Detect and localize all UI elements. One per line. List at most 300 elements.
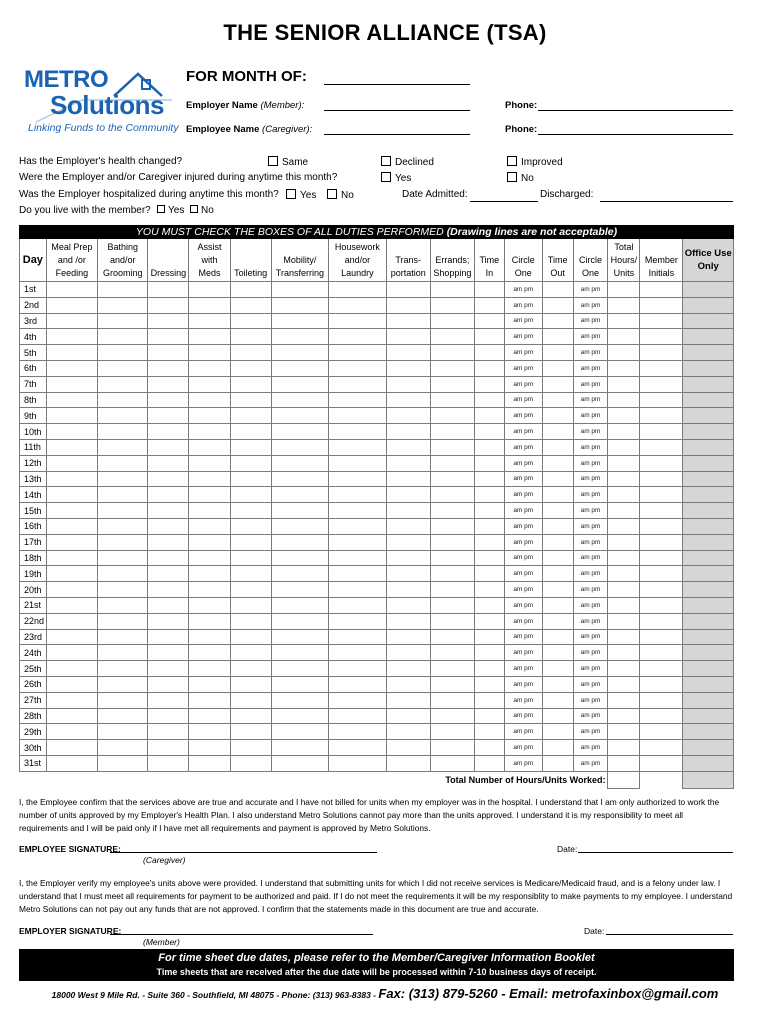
am-pm-circle[interactable]: am pm — [573, 645, 608, 661]
entry-cell[interactable] — [386, 629, 430, 645]
entry-cell[interactable] — [148, 708, 189, 724]
entry-cell[interactable] — [474, 724, 504, 740]
entry-cell[interactable] — [98, 708, 148, 724]
am-pm-circle[interactable]: am pm — [573, 360, 608, 376]
entry-cell[interactable] — [189, 692, 230, 708]
entry-cell[interactable] — [474, 613, 504, 629]
entry-cell[interactable] — [98, 597, 148, 613]
entry-cell[interactable] — [474, 471, 504, 487]
entry-cell[interactable] — [386, 487, 430, 503]
entry-cell[interactable] — [430, 471, 474, 487]
entry-cell[interactable] — [608, 503, 640, 519]
am-pm-circle[interactable]: am pm — [504, 550, 542, 566]
am-pm-circle[interactable]: am pm — [504, 692, 542, 708]
entry-cell[interactable] — [46, 676, 97, 692]
entry-cell[interactable] — [271, 345, 329, 361]
am-pm-circle[interactable]: am pm — [573, 550, 608, 566]
entry-cell[interactable] — [189, 534, 230, 550]
entry-cell[interactable] — [271, 408, 329, 424]
entry-cell[interactable] — [542, 329, 573, 345]
entry-cell[interactable] — [98, 329, 148, 345]
entry-cell[interactable] — [98, 613, 148, 629]
entry-cell[interactable] — [271, 629, 329, 645]
entry-cell[interactable] — [430, 439, 474, 455]
entry-cell[interactable] — [230, 597, 271, 613]
entry-cell[interactable] — [430, 282, 474, 298]
am-pm-circle[interactable]: am pm — [573, 518, 608, 534]
entry-cell[interactable] — [386, 534, 430, 550]
entry-cell[interactable] — [46, 424, 97, 440]
entry-cell[interactable] — [640, 471, 683, 487]
entry-cell[interactable] — [329, 282, 387, 298]
entry-cell[interactable] — [640, 408, 683, 424]
entry-cell[interactable] — [98, 487, 148, 503]
entry-cell[interactable] — [640, 629, 683, 645]
am-pm-circle[interactable]: am pm — [573, 345, 608, 361]
entry-cell[interactable] — [608, 645, 640, 661]
entry-cell[interactable] — [608, 313, 640, 329]
am-pm-circle[interactable]: am pm — [504, 297, 542, 313]
entry-cell[interactable] — [329, 487, 387, 503]
entry-cell[interactable] — [474, 550, 504, 566]
entry-cell[interactable] — [329, 740, 387, 756]
entry-cell[interactable] — [430, 550, 474, 566]
entry-cell[interactable] — [430, 408, 474, 424]
entry-cell[interactable] — [430, 597, 474, 613]
entry-cell[interactable] — [430, 518, 474, 534]
entry-cell[interactable] — [271, 471, 329, 487]
entry-cell[interactable] — [542, 376, 573, 392]
entry-cell[interactable] — [608, 661, 640, 677]
entry-cell[interactable] — [640, 313, 683, 329]
entry-cell[interactable] — [230, 455, 271, 471]
entry-cell[interactable] — [386, 455, 430, 471]
entry-cell[interactable] — [230, 424, 271, 440]
entry-cell[interactable] — [329, 424, 387, 440]
entry-cell[interactable] — [329, 329, 387, 345]
entry-cell[interactable] — [189, 708, 230, 724]
entry-cell[interactable] — [189, 503, 230, 519]
entry-cell[interactable] — [189, 424, 230, 440]
entry-cell[interactable] — [542, 692, 573, 708]
am-pm-circle[interactable]: am pm — [504, 408, 542, 424]
am-pm-circle[interactable]: am pm — [573, 692, 608, 708]
am-pm-circle[interactable]: am pm — [573, 629, 608, 645]
entry-cell[interactable] — [148, 755, 189, 771]
entry-cell[interactable] — [46, 408, 97, 424]
entry-cell[interactable] — [474, 439, 504, 455]
am-pm-circle[interactable]: am pm — [504, 582, 542, 598]
entry-cell[interactable] — [271, 566, 329, 582]
entry-cell[interactable] — [271, 313, 329, 329]
entry-cell[interactable] — [189, 360, 230, 376]
entry-cell[interactable] — [46, 566, 97, 582]
entry-cell[interactable] — [542, 740, 573, 756]
entry-cell[interactable] — [189, 313, 230, 329]
entry-cell[interactable] — [542, 645, 573, 661]
entry-cell[interactable] — [542, 503, 573, 519]
entry-cell[interactable] — [189, 645, 230, 661]
entry-cell[interactable] — [98, 645, 148, 661]
entry-cell[interactable] — [46, 661, 97, 677]
entry-cell[interactable] — [474, 566, 504, 582]
entry-cell[interactable] — [230, 676, 271, 692]
entry-cell[interactable] — [46, 360, 97, 376]
entry-cell[interactable] — [189, 550, 230, 566]
entry-cell[interactable] — [386, 708, 430, 724]
entry-cell[interactable] — [189, 297, 230, 313]
entry-cell[interactable] — [640, 329, 683, 345]
entry-cell[interactable] — [474, 282, 504, 298]
am-pm-circle[interactable]: am pm — [573, 297, 608, 313]
option-hospitalized-yes[interactable]: Yes — [286, 189, 316, 201]
entry-cell[interactable] — [46, 376, 97, 392]
am-pm-circle[interactable]: am pm — [504, 487, 542, 503]
entry-cell[interactable] — [542, 424, 573, 440]
checkbox[interactable] — [190, 205, 198, 213]
entry-cell[interactable] — [148, 503, 189, 519]
entry-cell[interactable] — [430, 392, 474, 408]
checkbox[interactable] — [507, 172, 517, 182]
entry-cell[interactable] — [230, 534, 271, 550]
entry-cell[interactable] — [230, 471, 271, 487]
entry-cell[interactable] — [474, 345, 504, 361]
entry-cell[interactable] — [329, 534, 387, 550]
am-pm-circle[interactable]: am pm — [573, 376, 608, 392]
entry-cell[interactable] — [46, 297, 97, 313]
entry-cell[interactable] — [542, 629, 573, 645]
entry-cell[interactable] — [230, 313, 271, 329]
entry-cell[interactable] — [640, 376, 683, 392]
entry-cell[interactable] — [148, 740, 189, 756]
am-pm-circle[interactable]: am pm — [504, 392, 542, 408]
entry-cell[interactable] — [271, 376, 329, 392]
entry-cell[interactable] — [386, 724, 430, 740]
employee-phone-input[interactable] — [538, 134, 733, 135]
entry-cell[interactable] — [271, 550, 329, 566]
am-pm-circle[interactable]: am pm — [504, 676, 542, 692]
entry-cell[interactable] — [189, 439, 230, 455]
entry-cell[interactable] — [148, 582, 189, 598]
am-pm-circle[interactable]: am pm — [504, 740, 542, 756]
entry-cell[interactable] — [474, 740, 504, 756]
entry-cell[interactable] — [189, 376, 230, 392]
am-pm-circle[interactable]: am pm — [573, 534, 608, 550]
am-pm-circle[interactable]: am pm — [504, 329, 542, 345]
entry-cell[interactable] — [329, 613, 387, 629]
entry-cell[interactable] — [148, 313, 189, 329]
entry-cell[interactable] — [430, 313, 474, 329]
entry-cell[interactable] — [46, 645, 97, 661]
option-live-no[interactable]: No — [190, 205, 214, 216]
am-pm-circle[interactable]: am pm — [573, 661, 608, 677]
entry-cell[interactable] — [230, 518, 271, 534]
am-pm-circle[interactable]: am pm — [573, 724, 608, 740]
entry-cell[interactable] — [189, 566, 230, 582]
entry-cell[interactable] — [148, 329, 189, 345]
entry-cell[interactable] — [329, 503, 387, 519]
am-pm-circle[interactable]: am pm — [573, 597, 608, 613]
entry-cell[interactable] — [542, 613, 573, 629]
entry-cell[interactable] — [608, 345, 640, 361]
am-pm-circle[interactable]: am pm — [573, 708, 608, 724]
entry-cell[interactable] — [271, 518, 329, 534]
entry-cell[interactable] — [608, 676, 640, 692]
employer-name-input[interactable] — [324, 110, 470, 111]
entry-cell[interactable] — [189, 282, 230, 298]
entry-cell[interactable] — [148, 345, 189, 361]
entry-cell[interactable] — [430, 708, 474, 724]
entry-cell[interactable] — [386, 424, 430, 440]
entry-cell[interactable] — [430, 661, 474, 677]
entry-cell[interactable] — [189, 487, 230, 503]
entry-cell[interactable] — [189, 629, 230, 645]
entry-cell[interactable] — [640, 487, 683, 503]
entry-cell[interactable] — [542, 661, 573, 677]
entry-cell[interactable] — [430, 424, 474, 440]
entry-cell[interactable] — [608, 392, 640, 408]
entry-cell[interactable] — [98, 392, 148, 408]
am-pm-circle[interactable]: am pm — [573, 329, 608, 345]
entry-cell[interactable] — [98, 661, 148, 677]
entry-cell[interactable] — [542, 297, 573, 313]
entry-cell[interactable] — [474, 313, 504, 329]
entry-cell[interactable] — [386, 329, 430, 345]
entry-cell[interactable] — [189, 582, 230, 598]
entry-cell[interactable] — [608, 692, 640, 708]
entry-cell[interactable] — [542, 597, 573, 613]
entry-cell[interactable] — [189, 329, 230, 345]
entry-cell[interactable] — [474, 755, 504, 771]
checkbox[interactable] — [157, 205, 165, 213]
am-pm-circle[interactable]: am pm — [504, 724, 542, 740]
entry-cell[interactable] — [386, 518, 430, 534]
entry-cell[interactable] — [640, 645, 683, 661]
option-injured-yes[interactable]: Yes — [381, 172, 411, 184]
am-pm-circle[interactable]: am pm — [504, 661, 542, 677]
entry-cell[interactable] — [148, 724, 189, 740]
entry-cell[interactable] — [46, 740, 97, 756]
employer-date-input[interactable] — [606, 934, 733, 935]
entry-cell[interactable] — [46, 582, 97, 598]
entry-cell[interactable] — [189, 740, 230, 756]
entry-cell[interactable] — [46, 313, 97, 329]
entry-cell[interactable] — [189, 408, 230, 424]
entry-cell[interactable] — [46, 329, 97, 345]
entry-cell[interactable] — [329, 582, 387, 598]
entry-cell[interactable] — [474, 534, 504, 550]
option-improved[interactable]: Improved — [507, 156, 563, 168]
entry-cell[interactable] — [640, 424, 683, 440]
entry-cell[interactable] — [386, 503, 430, 519]
entry-cell[interactable] — [271, 503, 329, 519]
entry-cell[interactable] — [608, 360, 640, 376]
entry-cell[interactable] — [542, 566, 573, 582]
entry-cell[interactable] — [148, 392, 189, 408]
entry-cell[interactable] — [430, 692, 474, 708]
entry-cell[interactable] — [230, 345, 271, 361]
entry-cell[interactable] — [542, 724, 573, 740]
am-pm-circle[interactable]: am pm — [573, 424, 608, 440]
am-pm-circle[interactable]: am pm — [504, 534, 542, 550]
entry-cell[interactable] — [230, 724, 271, 740]
entry-cell[interactable] — [542, 455, 573, 471]
checkbox[interactable] — [286, 189, 296, 199]
entry-cell[interactable] — [608, 471, 640, 487]
entry-cell[interactable] — [98, 740, 148, 756]
entry-cell[interactable] — [271, 724, 329, 740]
entry-cell[interactable] — [46, 708, 97, 724]
am-pm-circle[interactable]: am pm — [504, 360, 542, 376]
entry-cell[interactable] — [329, 755, 387, 771]
entry-cell[interactable] — [474, 597, 504, 613]
entry-cell[interactable] — [271, 597, 329, 613]
entry-cell[interactable] — [608, 455, 640, 471]
entry-cell[interactable] — [271, 487, 329, 503]
entry-cell[interactable] — [271, 392, 329, 408]
entry-cell[interactable] — [608, 566, 640, 582]
entry-cell[interactable] — [230, 692, 271, 708]
entry-cell[interactable] — [98, 282, 148, 298]
entry-cell[interactable] — [189, 597, 230, 613]
entry-cell[interactable] — [640, 708, 683, 724]
employee-date-input[interactable] — [578, 852, 733, 853]
entry-cell[interactable] — [430, 755, 474, 771]
entry-cell[interactable] — [329, 708, 387, 724]
entry-cell[interactable] — [189, 613, 230, 629]
entry-cell[interactable] — [46, 439, 97, 455]
am-pm-circle[interactable]: am pm — [504, 566, 542, 582]
total-hours-input[interactable] — [608, 771, 640, 788]
entry-cell[interactable] — [189, 392, 230, 408]
entry-cell[interactable] — [542, 755, 573, 771]
employee-name-input[interactable] — [324, 134, 470, 135]
entry-cell[interactable] — [329, 313, 387, 329]
entry-cell[interactable] — [148, 645, 189, 661]
entry-cell[interactable] — [189, 471, 230, 487]
entry-cell[interactable] — [148, 471, 189, 487]
entry-cell[interactable] — [98, 582, 148, 598]
entry-cell[interactable] — [46, 455, 97, 471]
option-same[interactable]: Same — [268, 156, 308, 168]
entry-cell[interactable] — [430, 724, 474, 740]
checkbox[interactable] — [381, 172, 391, 182]
entry-cell[interactable] — [46, 518, 97, 534]
entry-cell[interactable] — [640, 692, 683, 708]
entry-cell[interactable] — [329, 597, 387, 613]
entry-cell[interactable] — [148, 629, 189, 645]
entry-cell[interactable] — [98, 676, 148, 692]
entry-cell[interactable] — [640, 755, 683, 771]
entry-cell[interactable] — [640, 550, 683, 566]
entry-cell[interactable] — [430, 740, 474, 756]
entry-cell[interactable] — [329, 360, 387, 376]
am-pm-circle[interactable]: am pm — [573, 740, 608, 756]
entry-cell[interactable] — [329, 645, 387, 661]
entry-cell[interactable] — [386, 471, 430, 487]
am-pm-circle[interactable]: am pm — [504, 345, 542, 361]
entry-cell[interactable] — [386, 313, 430, 329]
entry-cell[interactable] — [230, 708, 271, 724]
entry-cell[interactable] — [608, 740, 640, 756]
entry-cell[interactable] — [474, 661, 504, 677]
am-pm-circle[interactable]: am pm — [504, 629, 542, 645]
entry-cell[interactable] — [98, 724, 148, 740]
entry-cell[interactable] — [230, 740, 271, 756]
entry-cell[interactable] — [148, 408, 189, 424]
entry-cell[interactable] — [608, 408, 640, 424]
entry-cell[interactable] — [430, 376, 474, 392]
entry-cell[interactable] — [329, 724, 387, 740]
entry-cell[interactable] — [148, 297, 189, 313]
entry-cell[interactable] — [98, 471, 148, 487]
entry-cell[interactable] — [608, 439, 640, 455]
entry-cell[interactable] — [542, 676, 573, 692]
entry-cell[interactable] — [271, 692, 329, 708]
entry-cell[interactable] — [329, 471, 387, 487]
entry-cell[interactable] — [148, 455, 189, 471]
am-pm-circle[interactable]: am pm — [504, 282, 542, 298]
entry-cell[interactable] — [148, 566, 189, 582]
am-pm-circle[interactable]: am pm — [504, 471, 542, 487]
entry-cell[interactable] — [386, 282, 430, 298]
entry-cell[interactable] — [98, 424, 148, 440]
entry-cell[interactable] — [148, 550, 189, 566]
entry-cell[interactable] — [271, 613, 329, 629]
entry-cell[interactable] — [148, 282, 189, 298]
am-pm-circle[interactable]: am pm — [573, 487, 608, 503]
entry-cell[interactable] — [542, 408, 573, 424]
entry-cell[interactable] — [386, 755, 430, 771]
entry-cell[interactable] — [386, 408, 430, 424]
entry-cell[interactable] — [46, 755, 97, 771]
am-pm-circle[interactable]: am pm — [504, 613, 542, 629]
entry-cell[interactable] — [271, 455, 329, 471]
entry-cell[interactable] — [230, 487, 271, 503]
entry-cell[interactable] — [386, 582, 430, 598]
entry-cell[interactable] — [98, 692, 148, 708]
am-pm-circle[interactable]: am pm — [504, 708, 542, 724]
entry-cell[interactable] — [640, 597, 683, 613]
entry-cell[interactable] — [230, 661, 271, 677]
entry-cell[interactable] — [386, 376, 430, 392]
entry-cell[interactable] — [148, 360, 189, 376]
am-pm-circle[interactable]: am pm — [573, 455, 608, 471]
am-pm-circle[interactable]: am pm — [573, 439, 608, 455]
entry-cell[interactable] — [148, 534, 189, 550]
entry-cell[interactable] — [46, 487, 97, 503]
entry-cell[interactable] — [608, 708, 640, 724]
entry-cell[interactable] — [386, 613, 430, 629]
entry-cell[interactable] — [474, 455, 504, 471]
entry-cell[interactable] — [189, 455, 230, 471]
entry-cell[interactable] — [271, 424, 329, 440]
entry-cell[interactable] — [46, 597, 97, 613]
entry-cell[interactable] — [430, 503, 474, 519]
entry-cell[interactable] — [329, 455, 387, 471]
entry-cell[interactable] — [386, 676, 430, 692]
entry-cell[interactable] — [608, 629, 640, 645]
entry-cell[interactable] — [329, 392, 387, 408]
entry-cell[interactable] — [474, 645, 504, 661]
entry-cell[interactable] — [640, 455, 683, 471]
entry-cell[interactable] — [386, 740, 430, 756]
entry-cell[interactable] — [46, 471, 97, 487]
entry-cell[interactable] — [430, 487, 474, 503]
entry-cell[interactable] — [329, 692, 387, 708]
entry-cell[interactable] — [430, 582, 474, 598]
entry-cell[interactable] — [640, 439, 683, 455]
